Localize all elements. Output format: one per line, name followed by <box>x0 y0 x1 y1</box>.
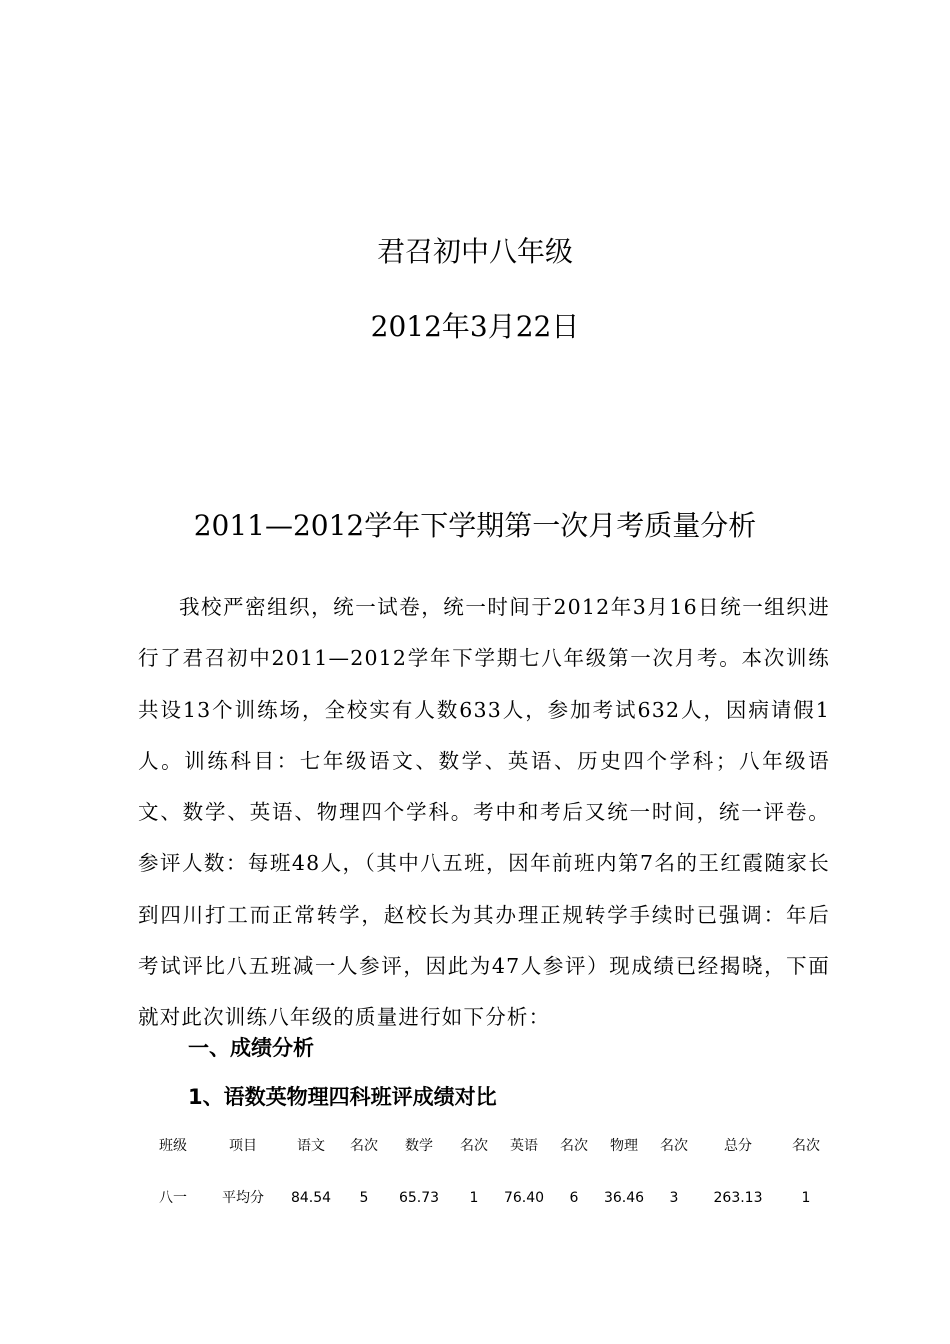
cover-school-name: 君召初中八年级 <box>376 235 573 268</box>
header-cell: 名次 <box>660 1138 688 1154</box>
table-cell: 6 <box>569 1190 579 1206</box>
cover-date: 2012年3月22日 <box>370 310 580 343</box>
header-cell: 名次 <box>460 1138 488 1154</box>
header-cell: 数学 <box>405 1138 433 1154</box>
header-cell: 名次 <box>350 1138 378 1154</box>
header-cell: 语文 <box>297 1138 325 1154</box>
table-row <box>138 1172 830 1224</box>
section-heading-score-analysis: 一、成绩分析 <box>188 1036 314 1060</box>
report-title: 2011—2012学年下学期第一次月考质量分析 <box>193 509 757 542</box>
subsection-heading-class-comparison: 1、语数英物理四科班评成绩对比 <box>188 1085 497 1109</box>
table-cell: 36.46 <box>603 1190 645 1206</box>
table-cell: 65.73 <box>398 1190 440 1206</box>
table-cell: 1 <box>469 1190 479 1206</box>
table-cell: 5 <box>359 1190 369 1206</box>
intro-paragraph: 我校严密组织，统一试卷，统一时间于2012年3月16日统一组织进行了君召初中2011—2012学年下学期七八年级第一次月考。本次训练共设13个训练场，全校实有人数633人，参加考试632人，因病请假1人。训练科目：七年级语文、数学、英语、历史四个学科；八年级语文、数学、英语、物理四个学科。考中和考后又统一时间，统一评卷。参评人数：每班48人，（其中八五班，因年前班内第7名的王红霞随家长到四川打工而正常转学，赵校长为其办理正规转学手续时已强调：年后考试评比八五班减一人参评，因此为47人参评）现成绩已经揭晓，下面就对此次训练八年级的质量进行如下分析： <box>138 595 830 1030</box>
table-cell: 1 <box>801 1190 811 1206</box>
score-comparison-table <box>138 1120 830 1224</box>
table-cell: 76.40 <box>503 1190 545 1206</box>
table-cell: 八一 <box>159 1190 187 1206</box>
header-cell: 项目 <box>229 1138 257 1154</box>
table-header-row <box>138 1120 830 1172</box>
table-cell: 84.54 <box>290 1190 332 1206</box>
header-cell: 名次 <box>792 1138 820 1154</box>
header-cell: 英语 <box>510 1138 538 1154</box>
header-cell: 名次 <box>560 1138 588 1154</box>
header-cell: 物理 <box>610 1138 638 1154</box>
header-cell: 总分 <box>724 1138 752 1154</box>
table-cell: 平均分 <box>222 1190 264 1206</box>
table-cell: 263.13 <box>713 1190 763 1206</box>
header-cell: 班级 <box>159 1138 187 1154</box>
table-cell: 3 <box>669 1190 679 1206</box>
